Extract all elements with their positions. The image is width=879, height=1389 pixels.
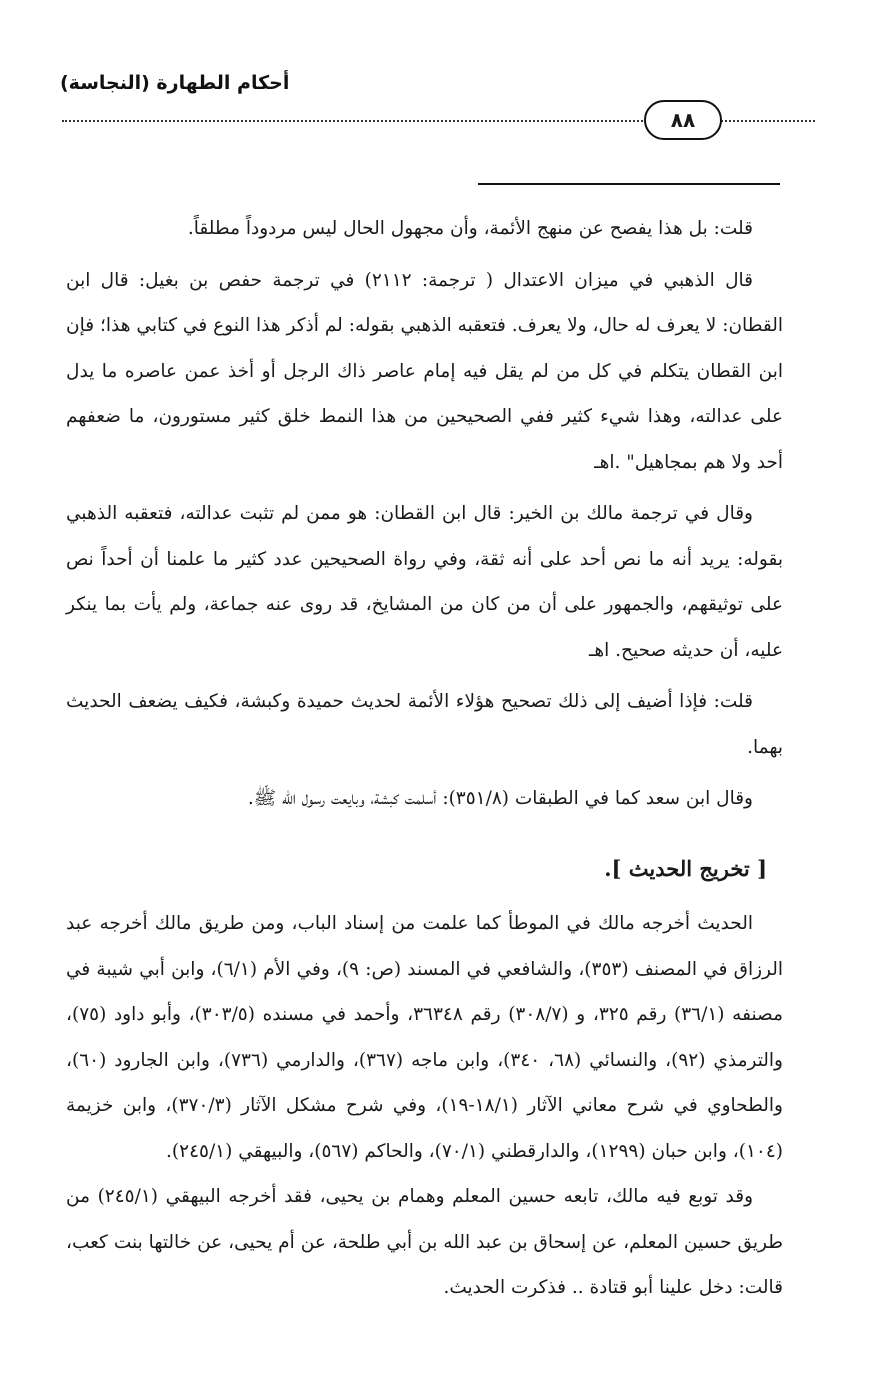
page-body	[66, 206, 783, 1317]
paragraph: الحديث أخرجه مالك في الموطأ كما علمت من إسناد الباب، ومن طريق مالك أخرجه عبد الرزاق في المصنف (٣٥٣)، والشافعي في المسند (ص: ٩)، وفي الأم (٦/١)، وابن أبي شيبة في مصنفه (٣٦/١) رقم ٣٢٥، و (٣٠٨/٧) رقم ٣٦٣٤٨، وأحمد في مسنده (٣٠٣/٥)، وأبو داود (٧٥)، والترمذي (٩٢)، والنسائي (٦٨، ٣٤٠)، وابن ماجه (٣٦٧)، والدارمي (٧٣٦)، وابن الجارود (٦٠)، والطحاوي في شرح معاني الآثار (١٨/١-١٩)، وفي شرح مشكل الآثار (٣٧٠/٣)، وابن خزيمة (١٠٤)، وابن حبان (١٢٩٩)، والدارقطني (٧٠/١)، والحاكم (٥٦٧)، والبيهقي (٢٤٥/١).	[66, 913, 784, 1162]
page-number-badge	[644, 100, 722, 140]
page-number: ٨٨	[670, 108, 696, 132]
paragraph: وقال في ترجمة مالك بن الخير: قال ابن القطان: هو ممن لم تثبت عدالته، فتعقبه الذهبي بقوله: يريد أنه ما نص أحد على أنه ثقة، وفي رواة الصحيحين عدد كثير ما علمنا أن أحداً نص على توثيقهم، والجمهور على أن من كان من المشايخ، قد روى عنه جماعة، ولم يأت بما ينكر عليه، أن حديثه صحيح. اهـ	[66, 503, 783, 661]
separator-rule	[478, 183, 780, 185]
running-header-title: أحكام الطهارة (النجاسة)	[60, 72, 290, 94]
paragraph: قال الذهبي في ميزان الاعتدال ( ترجمة: ٢١١٢) في ترجمة حفص بن بغيل: قال ابن القطان: لا يعرف له حال، ولا يعرف. فتعقبه الذهبي بقوله: لم أذكر هذا النوع في كتابي هذا؛ فإن ابن القطان يتكلم في كل من لم يقل فيه إمام عاصر ذاك الرجل أو أخذ عمن عاصره ما يدل على عدالته، وهذا شيء كثير ففي الصحيحين من هذا النمط خلق كثير مستورون، ما ضعفهم أحد ولا هم بمجاهيل" .اهـ	[66, 269, 783, 473]
paragraph: وقال ابن سعد كما في الطبقات (٣٥١/٨): أسلمت كبشة، وبايعت رسول الله ﷺ.	[247, 788, 753, 809]
paragraph: قلت: فإذا أضيف إلى ذلك تصحيح هؤلاء الأئمة لحديث حميدة وكبشة، فكيف يضعف الحديث بهما.	[66, 691, 783, 758]
section-heading: [ تخريج الحديث ].	[604, 855, 767, 881]
paragraph: قلت: بل هذا يفصح عن منهج الأئمة، وأن مجهول الحال ليس مردوداً مطلقاً.	[187, 218, 753, 239]
paragraph: وقد توبع فيه مالك، تابعه حسين المعلم وهمام بن يحيى، فقد أخرجه البيهقي (٢٤٥/١) من طريق حسين المعلم، عن إسحاق بن عبد الله بن أبي طلحة، عن أم يحيى، عن خالتها بنت كعب، قالت: دخل علينا أبو قتادة .. فذكرت الحديث.	[66, 1186, 783, 1298]
